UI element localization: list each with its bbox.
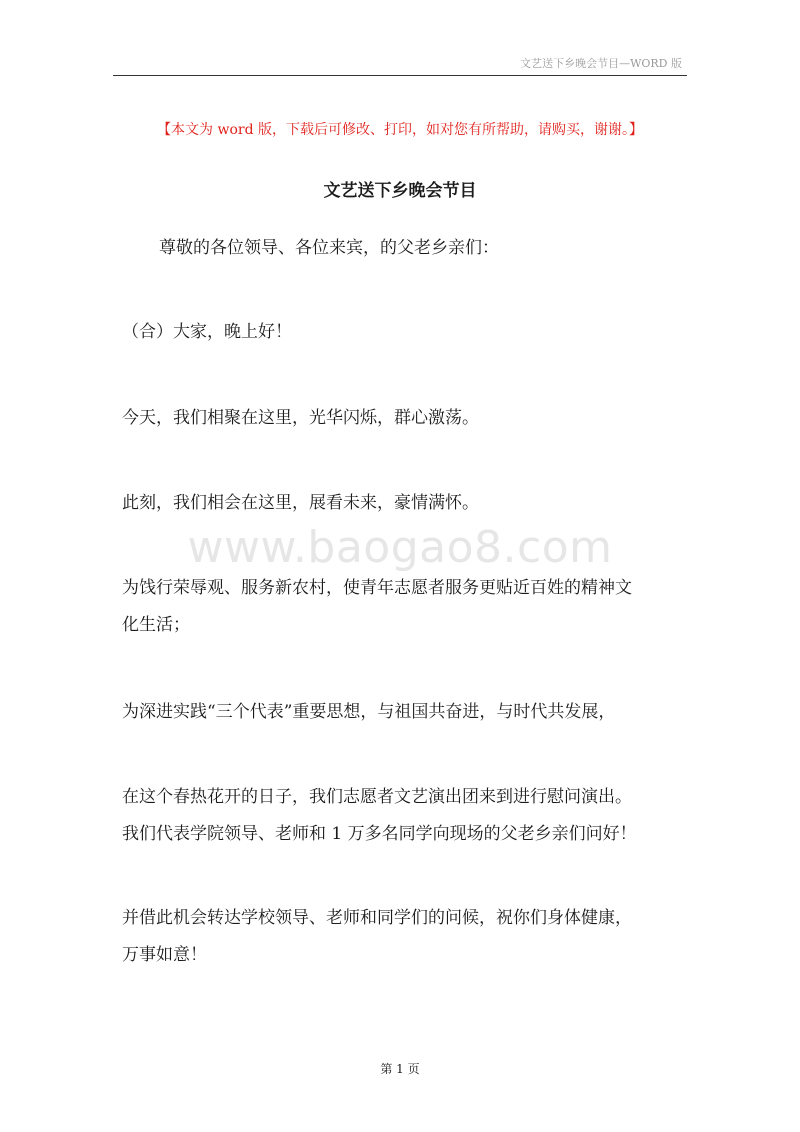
paragraph-line: 万事如意！ (122, 945, 207, 965)
paragraph-line: 在这个春热花开的日子，我们志愿者文艺演出团来到进行慰问演出。 (122, 787, 632, 807)
paragraph-line: 为深进实践“三个代表”重要思想，与祖国共奋进，与时代共发展， (122, 702, 616, 722)
paragraph-line: 尊敬的各位领导、各位来宾，的父老乡亲们： (159, 238, 499, 258)
body-paragraph (122, 485, 682, 522)
salutation-paragraph (122, 230, 719, 267)
body-paragraph (122, 570, 682, 644)
paragraph-line: 化生活； (122, 615, 190, 635)
header-divider (113, 75, 687, 76)
running-header: 文艺送下乡晚会节目—WORD 版 (520, 57, 682, 70)
body-paragraph (122, 900, 682, 974)
page-number: 第 1 页 (380, 1062, 420, 1076)
watermark: www.baogao8.com (187, 522, 613, 573)
paragraph-line: 为饯行荣辱观、服务新农村，使青年志愿者服务更贴近百姓的精神文 (122, 578, 632, 598)
paragraph-line: 我们代表学院领导、老师和 1 万多名同学向现场的父老乡亲们问好！ (122, 824, 637, 844)
document-title: 文艺送下乡晚会节目 (323, 181, 477, 201)
paragraph-line: 今天，我们相聚在这里，光华闪烁，群心激荡。 (122, 408, 479, 428)
body-paragraph (122, 694, 682, 731)
paragraph-line: （合）大家，晚上好！ (122, 322, 292, 342)
body-paragraph (122, 400, 682, 437)
paragraph-line: 并借此机会转达学校领导、老师和同学们的问候，祝你们身体健康， (122, 908, 632, 928)
purchase-notice: 【本文为 word 版，下载后可修改、打印，如对您有所帮助，请购买，谢谢。】 (157, 122, 643, 138)
paragraph-line: 此刻，我们相会在这里，展看未来，豪情满怀。 (122, 493, 479, 513)
body-paragraph (122, 779, 682, 853)
greeting-paragraph (122, 314, 682, 351)
